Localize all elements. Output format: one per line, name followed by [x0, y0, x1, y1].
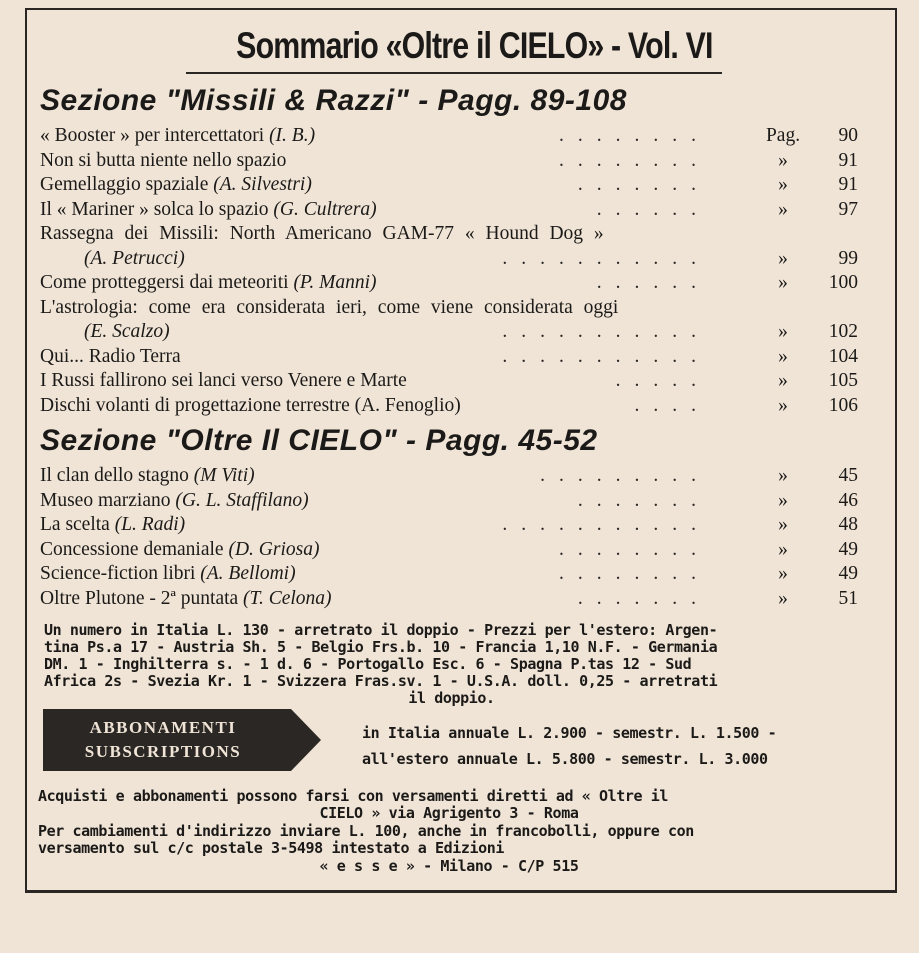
footer-line: Per cambiamenti d'indirizzo inviare L. 100, anche in francobolli, oppure con [38, 821, 694, 840]
footer-line: versamento sul c/c postale 3-5498 intestato a Edizioni [38, 839, 505, 858]
foreign-prices-note [44, 622, 859, 707]
section-heading-oltre-il-cielo: Sezione "Oltre Il CIELO" - Pagg. 45-52 [40, 424, 598, 457]
toc-row: Science-fiction libri (A. Bellomi) ........ » 49 [40, 563, 858, 584]
toc-row: Oltre Plutone - 2ª puntata (T. Celona) ....... » 51 [40, 587, 858, 609]
price-line: tina Ps.a 17 - Austria Sh. 5 - Belgio Frs.b. 10 - Francia 1,10 N.F. - Germania [44, 638, 718, 656]
toc-row: Qui... Radio Terra ........... » 104 [40, 345, 858, 367]
footer-line: « e s s e » - Milano - C/P 515 [319, 856, 579, 875]
page-title: Sommario «Oltre il CIELO» - Vol. VI [236, 25, 713, 66]
toc-row: I Russi fallirono sei lanci verso Venere e Marte ..... » 105 [40, 370, 858, 391]
toc-list-oltre-il-cielo [40, 464, 860, 611]
toc-row: Museo marziano (G. L. Staffilano) ....... » 46 [40, 489, 858, 511]
toc-row: Il clan dello stagno (M Viti) ......... » 45 [40, 465, 858, 486]
toc-row: Concessione demaniale (D. Griosa) ........ » 49 [40, 538, 858, 560]
price-line: Un numero in Italia L. 130 - arretrato il doppio - Prezzi per l'estero: Argen- [44, 621, 718, 639]
toc-row: Il « Mariner » solca lo spazio (G. Cultrera) ...... » 97 [40, 198, 858, 220]
title-underline [186, 72, 722, 74]
price-line: Africa 2s - Svezia Kr. 1 - Svizzera Fras.sv. 1 - U.S.A. doll. 0,25 - arretrati [44, 672, 718, 690]
footer-line: Acquisti e abbonamenti possono farsi con versamenti diretti ad « Oltre il [38, 787, 669, 805]
toc-row: Non si butta niente nello spazio ........ » 91 [40, 149, 858, 171]
badge-label-it: ABBONAMENTI [89, 718, 237, 737]
subscriptions-arrow-badge [43, 709, 321, 771]
toc-row: L'astrologia: come era considerata ieri, come viene considerata oggi [40, 296, 619, 318]
toc-row: (E. Scalzo) ........... » 102 [84, 321, 858, 342]
subscription-abroad: all'estero annuale L. 5.800 - semestr. L. 3.000 [362, 750, 768, 768]
badge-label-en: SUBSCRIPTIONS [84, 742, 242, 761]
toc-row: Dischi volanti di progettazione terrestre (A. Fenoglio) .... » 106 [40, 394, 858, 416]
toc-row: Gemellaggio spaziale (A. Silvestri) ....... » 91 [40, 174, 858, 195]
toc-list-missili [40, 124, 860, 418]
subscription-italy: in Italia annuale L. 2.900 - semestr. L. 1.500 - [362, 724, 777, 742]
section-heading-missili: Sezione "Missili & Razzi" - Pagg. 89-108 [40, 84, 627, 117]
price-line: DM. 1 - Inghilterra s. - 1 d. 6 - Portogallo Esc. 6 - Spagna P.tas 12 - Sud [44, 655, 692, 673]
toc-row: (A. Petrucci) ........... » 99 [84, 247, 858, 269]
toc-row: Rassegna dei Missili: North Americano GAM-77 « Hound Dog » [40, 223, 604, 244]
footer-line: CIELO » via Agrigento 3 - Roma [319, 804, 579, 823]
toc-row: La scelta (L. Radi) ........... » 48 [40, 514, 858, 535]
price-line: il doppio. [408, 689, 495, 707]
purchase-info [38, 788, 860, 875]
toc-row: « Booster » per intercettatori (I. B.) ........ Pag. 90 [40, 125, 858, 146]
toc-row: Come protteggersi dai meteoriti (P. Manni) ...... » 100 [40, 272, 858, 293]
